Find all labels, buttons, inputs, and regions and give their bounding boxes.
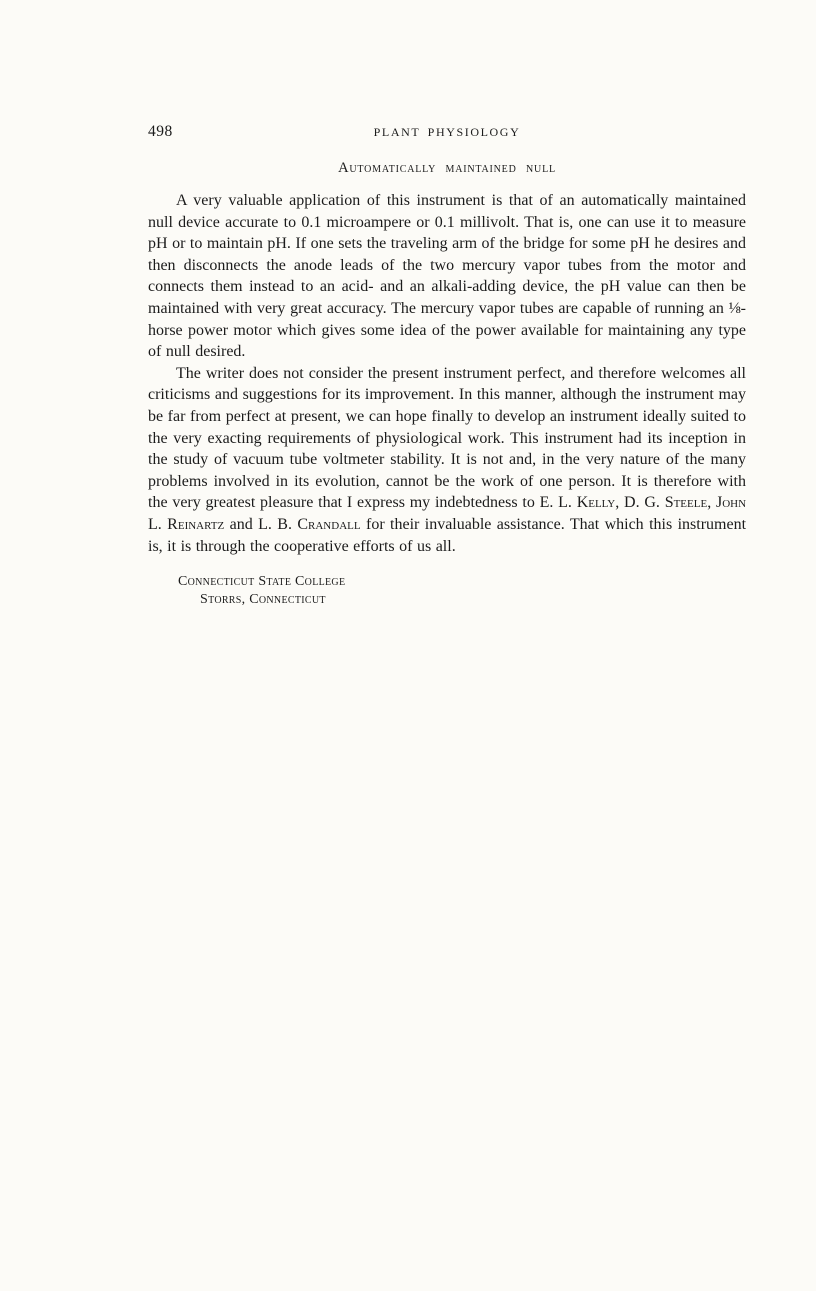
page-header (148, 123, 746, 143)
paragraph-2-text-b: , D. G. (615, 494, 665, 512)
paragraph-1: A very valuable application of this instrument is that of an automatically maintained null device accurate to 0.1 microampere or 0.1 millivolt. That is, one can use it to measure pH or to maintain pH. If one sets the traveling arm of the bridge for some pH he desires and then disconnects the anode leads of the two mercury vapor tubes from the motor and connects them instead to an acid- and an alkali-adding device, the pH value can then be maintained with very great accuracy. The mercury vapor tubes are capable of running an ⅛-horse power motor which gives some idea of the power available for maintaining any type of null desired. (148, 192, 746, 361)
paragraph-2 (148, 363, 746, 557)
paragraph-2-text-f: for their invaluable assistance. That which this instrument is, it is through the cooperative efforts of us all. (148, 515, 747, 555)
section-heading: Automatically maintained null (338, 160, 556, 176)
contributor-reinartz: Reinartz (167, 515, 225, 533)
paragraph-2-text-a: The writer does not consider the present instrument perfect, and therefore welcomes all criticisms and suggestions for its improvement. In this manner, although the instrument may be far from perfect at present, we can hope finally to develop an instrument ideally suited to the very exacting requirements of physiological work. This instrument had its inception in the study of vacuum tube voltmeter stability. It is not and, in the very nature of the many problems involved in its evolution, cannot be the work of one person. It is therefore with the very greatest pleasure that I express my indebtedness to E. L. (148, 364, 746, 512)
signature-block (148, 573, 746, 609)
running-head: PLANT PHYSIOLOGY (373, 125, 521, 139)
paragraph-2-text-d: L. (148, 515, 168, 533)
paragraph-2-text-c: , (707, 494, 716, 512)
contributor-crandall: Crandall (297, 515, 361, 533)
paragraph-2-text-e: and L. B. (224, 515, 298, 533)
article-body (148, 160, 746, 609)
contributor-john: John (715, 494, 747, 512)
signature-institution: Connecticut State College (178, 574, 346, 590)
page-number: 498 (148, 123, 173, 140)
contributor-steele: Steele (664, 494, 708, 512)
signature-location: Storrs, Connecticut (200, 592, 326, 608)
contributor-kelly: Kelly (576, 494, 616, 512)
